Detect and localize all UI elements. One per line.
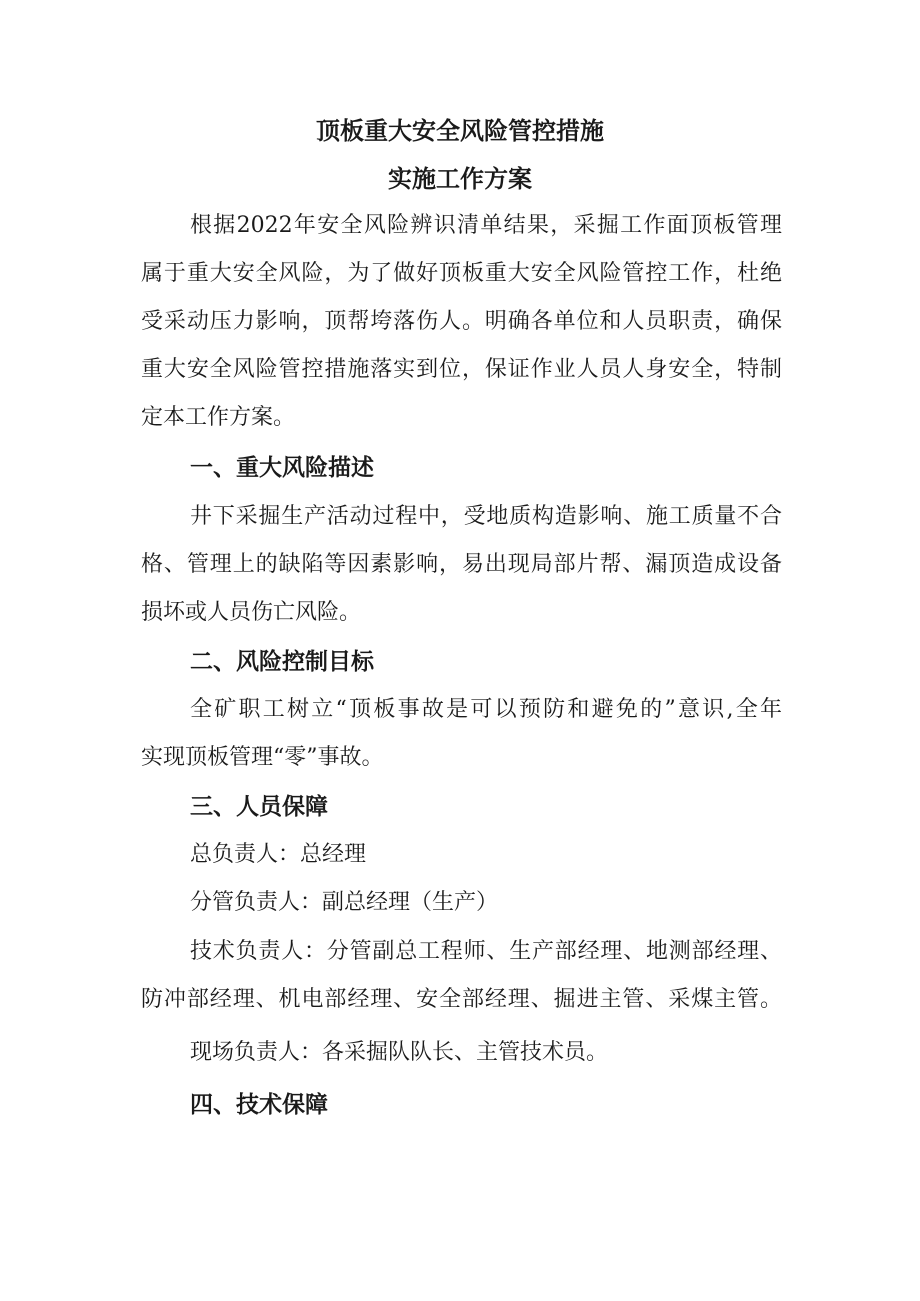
personnel-technical-responsible: 技术负责人：分管副总工程师、生产部经理、地测部经理、: [190, 939, 782, 964]
section-2-line: 实现顶板管理“零”事故。: [141, 745, 384, 770]
personnel-technical-responsible-cont: 防冲部经理、机电部经理、安全部经理、掘进主管、采煤主管。: [141, 987, 782, 1012]
document-title-line-2: 实施工作方案: [388, 165, 532, 193]
section-2-line: 全矿职工树立“顶板事故是可以预防和避免的”意识,全年: [190, 697, 782, 722]
section-1-line: 格、管理上的缺陷等因素影响，易出现局部片帮、漏顶造成设备: [141, 552, 782, 577]
intro-paragraph-line: 根据2022年安全风险辨识清单结果，采掘工作面顶板管理: [190, 213, 782, 238]
section-heading-risk-control-target: 二、风险控制目标: [190, 649, 374, 675]
intro-paragraph-line: 定本工作方案。: [141, 405, 296, 430]
section-1-line: 损坏或人员伤亡风险。: [141, 600, 362, 625]
intro-paragraph-line: 重大安全风险管控措施落实到位，保证作业人员人身安全，特制: [141, 357, 782, 382]
document-title-line-1: 顶板重大安全风险管控措施: [316, 117, 604, 145]
personnel-general-responsible: 总负责人：总经理: [190, 842, 367, 867]
intro-paragraph-line: 受采动压力影响，顶帮垮落伤人。明确各单位和人员职责，确保: [141, 309, 782, 334]
section-1-line: 井下采掘生产活动过程中，受地质构造影响、施工质量不合: [190, 504, 782, 529]
personnel-deputy-responsible: 分管负责人：副总经理（生产）: [190, 890, 499, 915]
section-heading-risk-description: 一、重大风险描述: [190, 455, 374, 481]
personnel-site-responsible: 现场负责人：各采掘队队长、主管技术员。: [190, 1040, 609, 1065]
section-heading-personnel: 三、人员保障: [190, 794, 328, 820]
section-heading-technical-support: 四、技术保障: [190, 1092, 328, 1118]
intro-paragraph-line: 属于重大安全风险，为了做好顶板重大安全风险管控工作，杜绝: [141, 261, 782, 286]
